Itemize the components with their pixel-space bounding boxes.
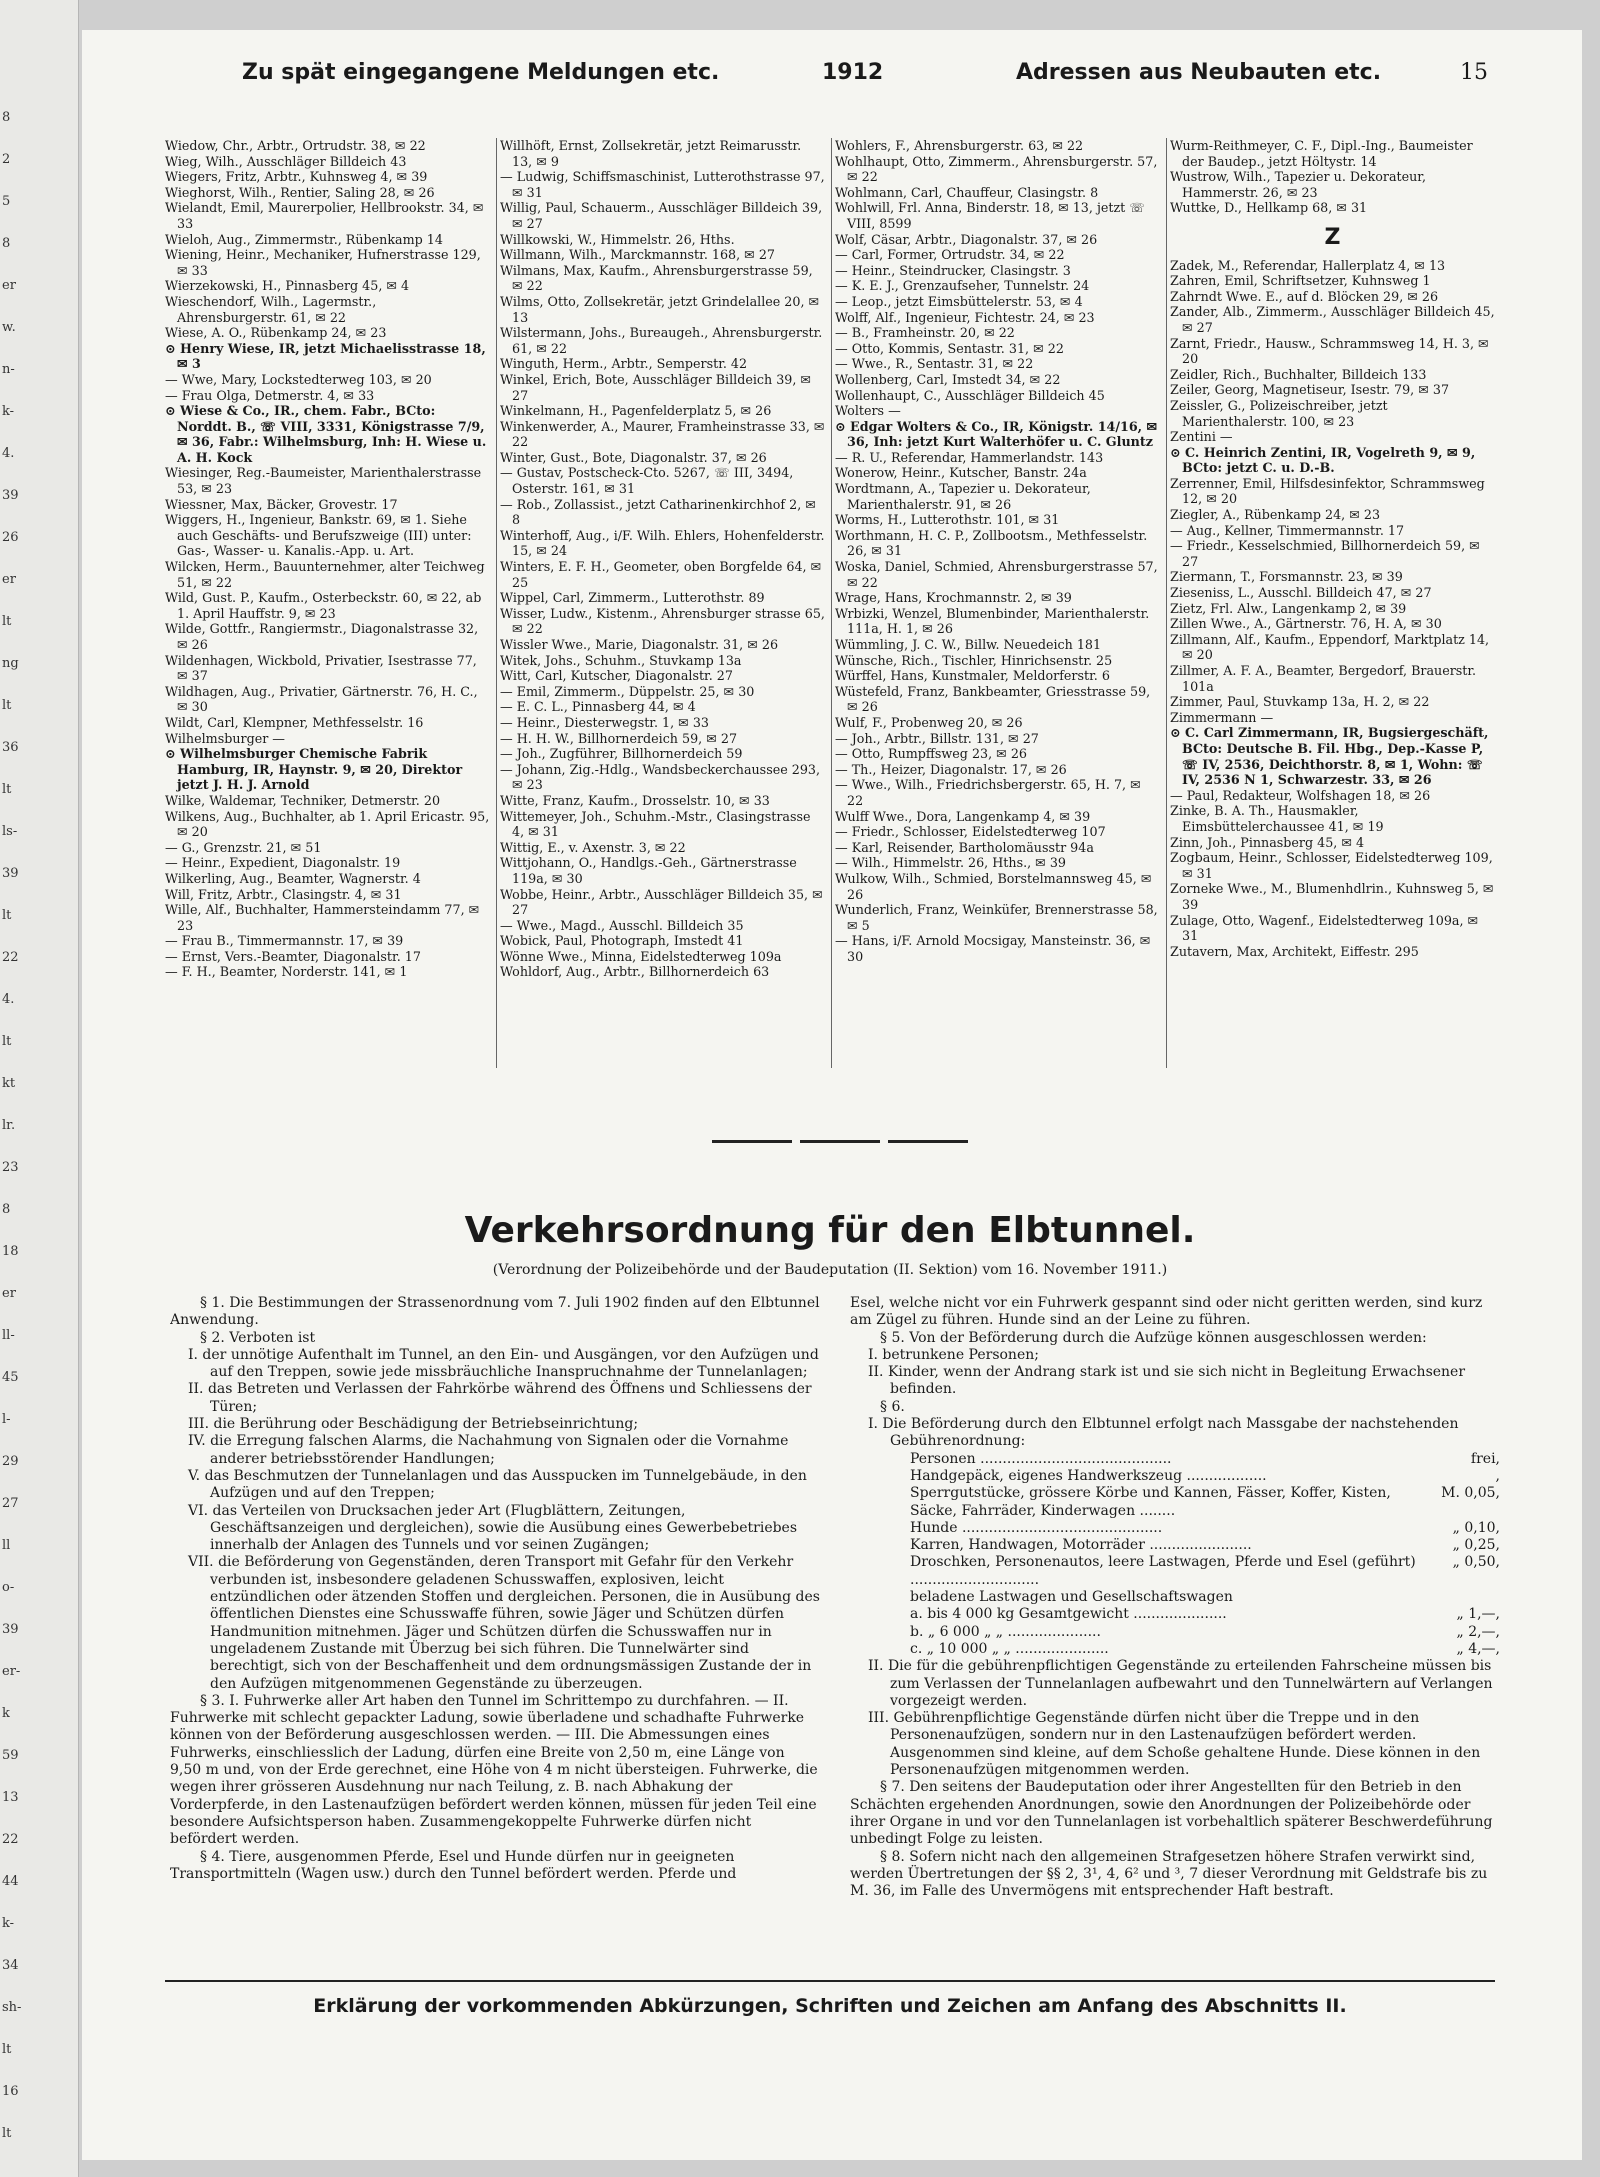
directory-entry: Zulage, Otto, Wagenf., Eidelstedterweg 109a, ✉ 31 bbox=[1170, 912, 1479, 944]
directory-entry: — Joh., Arbtr., Billstr. 131, ✉ 27 bbox=[835, 730, 1039, 746]
ordinance-paragraph: § 8. Sofern nicht nach den allgemeinen Strafgesetzen höhere Strafen verwirkt sind, werden Übertretungen der §§ 2, 3¹, 4, 6² und ³, 7 dieser Verordnung mit Geldstrafe bis zu M. 36, im Falle des Unvermögens mit entsprechender Haft bestraft. bbox=[850, 1848, 1488, 1900]
directory-entry: — Friedr., Schlosser, Eidelstedterweg 107 bbox=[835, 824, 1106, 840]
directory-entry: Wohlhaupt, Otto, Zimmerm., Ahrensburgerstr. 57, ✉ 22 bbox=[835, 153, 1158, 185]
ordinance-right-column bbox=[850, 1295, 1500, 1955]
fee-item: Droschken, Personenautos, leere Lastwagen, Pferde und Esel (geführt) ............................. bbox=[910, 1554, 1416, 1588]
directory-entry: — Emil, Zimmerm., Düppelstr. 25, ✉ 30 bbox=[500, 683, 755, 699]
adjacent-page-fragment: 23 bbox=[2, 1160, 19, 1175]
letter-heading: Z bbox=[1324, 224, 1341, 250]
ordinance-title: Verkehrsordnung für den Elbtunnel. bbox=[464, 1210, 1196, 1251]
directory-entry: Wohlers, F., Ahrensburgerstr. 63, ✉ 22 bbox=[835, 138, 1084, 153]
directory-entry: Zogbaum, Heinr., Schlosser, Eidelstedterweg 109, ✉ 31 bbox=[1170, 850, 1493, 881]
directory-entry: — Karl, Reisender, Bartholomäusstr 94a bbox=[835, 839, 1094, 855]
ordinance-paragraph: I. der unnötige Aufenthalt im Tunnel, an den Ein- und Ausgängen, vor den Aufzügen und auf den Treppen, sowie jede missbräuchliche Inanspruchnahme der Tunnelanlagen; bbox=[188, 1346, 819, 1381]
directory-entry: Zadek, M., Referendar, Hallerplatz 4, ✉ 13 bbox=[1170, 257, 1446, 273]
directory-column-1 bbox=[165, 138, 490, 1073]
directory-entry: ⊙ C. Carl Zimmermann, IR, Bugsiergeschäft, BCto: Deutsche B. Fil. Hbg., Dep.-Kasse P, ☏ IV, 2536, Deichthorstr. 8, ✉ 1, Wohn: ☏ IV, 2536 N 1, Schwarzestr. 33, ✉ 26 bbox=[1170, 725, 1489, 788]
directory-entry: Winters, E. F. H., Geometer, oben Borgfelde 64, ✉ 25 bbox=[500, 559, 822, 590]
adjacent-page-fragment: 5 bbox=[2, 194, 11, 209]
directory-entry: Wolters — bbox=[835, 403, 901, 419]
directory-entry: Willig, Paul, Schauerm., Ausschläger Billdeich 39, ✉ 27 bbox=[500, 200, 823, 231]
fee-row bbox=[850, 1485, 1500, 1520]
fee-row bbox=[850, 1554, 1500, 1589]
fee-amount: „ 0,25, bbox=[1452, 1537, 1500, 1554]
ordinance-paragraph: IV. die Erregung falschen Alarms, die Nachahmung von Signalen oder die Vornahme anderer betriebsstörender Handlungen; bbox=[188, 1433, 789, 1467]
adjacent-page-fragment: ng bbox=[2, 656, 19, 671]
footer-rule bbox=[165, 1980, 1495, 1982]
ordinance-paragraph: V. das Beschmutzen der Tunnelanlagen und das Ausspucken im Tunnelgebäude, in den Aufzügen und auf den Treppen; bbox=[188, 1467, 807, 1502]
directory-entry: — Paul, Redakteur, Wolfshagen 18, ✉ 26 bbox=[1170, 787, 1431, 803]
adjacent-page-fragment: er bbox=[2, 1286, 16, 1301]
directory-entry: Zeidler, Rich., Buchhalter, Billdeich 133 bbox=[1170, 366, 1427, 382]
adjacent-page-fragment: 39 bbox=[2, 1622, 19, 1637]
directory-entry: Witte, Franz, Kaufm., Drosselstr. 10, ✉ 33 bbox=[500, 792, 770, 808]
fee-item: a. bis 4 000 kg Gesamtgewicht ..................... bbox=[910, 1606, 1227, 1623]
directory-entry: — Johann, Zig.-Hdlg., Wandsbeckerchaussee 293, ✉ 23 bbox=[500, 761, 821, 793]
adjacent-page-fragment: 39 bbox=[2, 488, 19, 503]
directory-entry: Ziermann, T., Forsmannstr. 23, ✉ 39 bbox=[1170, 569, 1403, 585]
adjacent-page-fragment: ll bbox=[2, 1538, 11, 1553]
adjacent-page-strip bbox=[0, 0, 79, 2177]
directory-entry: Winkenwerder, A., Maurer, Framheinstrasse 33, ✉ 22 bbox=[500, 418, 825, 450]
fee-row bbox=[850, 1520, 1500, 1537]
directory-entry: Wohlmann, Carl, Chauffeur, Clasingstr. 8 bbox=[835, 184, 1099, 200]
ordinance-paragraph: III. die Berührung oder Beschädigung der Betriebseinrichtung; bbox=[188, 1416, 639, 1433]
directory-entry: Winkelmann, H., Pagenfelderplatz 5, ✉ 26 bbox=[500, 403, 772, 419]
directory-entry: — Wwe., Magd., Ausschl. Billdeich 35 bbox=[500, 917, 744, 933]
running-header bbox=[160, 52, 1500, 92]
ordinance-paragraph: II. Die für die gebührenpflichtigen Gegenstände zu erteilenden Fahrscheine müssen bis zum Verlassen der Tunnelanlagen aufbewahrt und den Tunnelwärtern auf Verlangen vorgezeigt werden. bbox=[868, 1658, 1493, 1709]
adjacent-page-fragment: k- bbox=[2, 404, 15, 419]
directory-entry: Wohldorf, Aug., Arbtr., Billhornerdeich 63 bbox=[500, 964, 770, 980]
adjacent-page-fragment: 8 bbox=[2, 236, 11, 251]
directory-entry: — Otto, Rumpffsweg 23, ✉ 26 bbox=[835, 746, 1027, 762]
directory-entry: Wobbe, Heinr., Arbtr., Ausschläger Billdeich 35, ✉ 27 bbox=[500, 886, 823, 918]
directory-entry: — Rob., Zollassist., jetzt Catharinenkirchhof 2, ✉ 8 bbox=[500, 496, 816, 528]
ordinance-paragraph: § 7. Den seitens der Baudeputation oder ihrer Angestellten für den Betrieb in den Schächten ergehenden Anordnungen, sowie den Anordnungen der Polizeibehörde oder ihrer Organe in und vor den Tunnelanlagen ist vorbehaltlich späterer Beschwerdeführung unbedingt Folge zu leisten. bbox=[850, 1779, 1493, 1848]
fee-row bbox=[850, 1451, 1500, 1468]
directory-entry: Zander, Alb., Zimmerm., Ausschläger Billdeich 45, ✉ 27 bbox=[1170, 304, 1495, 335]
directory-entry: — Frau Olga, Detmerstr. 4, ✉ 33 bbox=[165, 387, 375, 403]
adjacent-page-fragment: 45 bbox=[2, 1370, 19, 1385]
fee-item: Sperrgutstücke, grössere Körbe und Kannen, Fässer, Koffer, Kisten, Säcke, Fahrräder, Kinderwagen ........ bbox=[910, 1485, 1391, 1519]
footer-note: Erklärung der vorkommenden Abkürzungen, Schriften und Zeichen am Anfang des Abschnitts II. bbox=[313, 1995, 1347, 2017]
fee-item: beladene Lastwagen und Gesellschaftswagen bbox=[910, 1589, 1233, 1606]
directory-entry: Zimmer, Paul, Stuvkamp 13a, H. 2, ✉ 22 bbox=[1170, 694, 1430, 710]
adjacent-page-fragment: ls- bbox=[2, 824, 18, 839]
fee-amount: „ 1,—, bbox=[1456, 1606, 1500, 1623]
adjacent-page-fragment: lt bbox=[2, 1034, 12, 1049]
header-year: 1912 bbox=[822, 60, 884, 85]
directory-entry: Wilkerling, Aug., Beamter, Wagnerstr. 4 bbox=[165, 870, 421, 886]
directory-entry: Wielandt, Emil, Maurerpolier, Hellbrookstr. 34, ✉ 33 bbox=[165, 200, 484, 231]
adjacent-page-fragment: lt bbox=[2, 908, 12, 923]
directory-entry: — Wwe, Mary, Lockstedterweg 103, ✉ 20 bbox=[165, 371, 432, 387]
adjacent-page-fragment: n- bbox=[2, 362, 15, 377]
directory-entry: Wrbizki, Wenzel, Blumenbinder, Marienthalerstr. 111a, H. 1, ✉ 26 bbox=[835, 605, 1150, 637]
adjacent-page-fragment: 59 bbox=[2, 1748, 19, 1763]
fee-amount: , bbox=[1495, 1467, 1500, 1484]
directory-entry: Wittjohann, O., Handlgs.-Geh., Gärtnerstrasse 119a, ✉ 30 bbox=[500, 855, 797, 886]
directory-entry: Wolf, Cäsar, Arbtr., Diagonalstr. 37, ✉ 26 bbox=[835, 231, 1098, 247]
column-divider bbox=[496, 138, 497, 1068]
directory-entry: Zeiler, Georg, Magnetiseur, Isestr. 79, ✉ 37 bbox=[1170, 382, 1450, 398]
adjacent-page-fragment: 8 bbox=[2, 110, 11, 125]
adjacent-page-fragment: ll- bbox=[2, 1328, 15, 1343]
directory-entry: — Wwe., R., Sentastr. 31, ✉ 22 bbox=[835, 356, 1034, 372]
ordinance-paragraph: I. Die Beförderung durch den Elbtunnel erfolgt nach Massgabe der nachstehenden Gebührenordnung: bbox=[868, 1416, 1459, 1450]
directory-entry: Winter, Gust., Bote, Diagonalstr. 37, ✉ 26 bbox=[500, 449, 767, 465]
directory-entry: Wüstefeld, Franz, Bankbeamter, Griesstrasse 59, ✉ 26 bbox=[835, 683, 1151, 715]
directory-entry: Wille, Alf., Buchhalter, Hammersteindamm 77, ✉ 23 bbox=[165, 902, 480, 933]
directory-entry: Ziegler, A., Rübenkamp 24, ✉ 23 bbox=[1170, 507, 1381, 523]
adjacent-page-fragment: 4. bbox=[2, 446, 15, 461]
adjacent-page-fragment: 29 bbox=[2, 1454, 19, 1469]
fee-row bbox=[850, 1537, 1500, 1554]
adjacent-page-fragment: er bbox=[2, 572, 16, 587]
fee-amount: frei, bbox=[1470, 1450, 1500, 1467]
adjacent-page-fragment: sh- bbox=[2, 2000, 22, 2015]
directory-entry: Wiedow, Chr., Arbtr., Ortrudstr. 38, ✉ 22 bbox=[165, 138, 426, 153]
directory-entry: ⊙ Henry Wiese, IR, jetzt Michaelisstrasse 18, ✉ 3 bbox=[165, 340, 486, 372]
directory-entry: Wildt, Carl, Klempner, Methfesselstr. 16 bbox=[165, 714, 424, 730]
directory-entry: Wiggers, H., Ingenieur, Bankstr. 69, ✉ 1. Siehe auch Geschäfts- und Berufszweige (III) unter: Gas-, Wasser- u. Kanalis.-App. u. Art. bbox=[165, 512, 472, 559]
header-right: Adressen aus Neubauten etc. bbox=[1016, 60, 1382, 85]
directory-entry: Winguth, Herm., Arbtr., Semperstr. 42 bbox=[500, 356, 748, 372]
ordinance-left-column bbox=[170, 1295, 820, 1955]
adjacent-page-fragment: w. bbox=[2, 320, 16, 335]
directory-entry: Wobick, Paul, Photograph, Imstedt 41 bbox=[500, 933, 744, 949]
ordinance-paragraph: Esel, welche nicht vor ein Fuhrwerk gespannt sind oder nicht geritten werden, sind kurz am Zügel zu führen. Hunde sind an der Leine zu führen. bbox=[850, 1295, 1483, 1329]
directory-entry: Willkowski, W., Himmelstr. 26, Hths. bbox=[500, 231, 735, 247]
directory-entry: Willhöft, Ernst, Zollsekretär, jetzt Reimarusstr. 13, ✉ 9 bbox=[500, 138, 802, 169]
directory-entry: Wollenhaupt, C., Ausschläger Billdeich 45 bbox=[835, 387, 1105, 403]
directory-entry: Wieg, Wilh., Ausschläger Billdeich 43 bbox=[165, 153, 407, 169]
header-left: Zu spät eingegangene Meldungen etc. bbox=[242, 60, 720, 85]
directory-entry: Witek, Johs., Schuhm., Stuvkamp 13a bbox=[500, 652, 742, 668]
section-rule bbox=[888, 1140, 968, 1143]
directory-entry: Zillmer, A. F. A., Beamter, Bergedorf, Brauerstr. 101a bbox=[1170, 663, 1477, 694]
directory-entry: ⊙ Edgar Wolters & Co., IR, Königstr. 14/16, ✉ 36, Inh: jetzt Kurt Walterhöfer u. C. Gluntz bbox=[835, 418, 1158, 450]
adjacent-page-fragment: 18 bbox=[2, 1244, 19, 1259]
directory-entry: — Friedr., Kesselschmied, Billhornerdeich 59, ✉ 27 bbox=[1170, 538, 1480, 569]
directory-column-3 bbox=[835, 138, 1160, 1073]
section-rule bbox=[712, 1140, 792, 1143]
directory-entry: — Th., Heizer, Diagonalstr. 17, ✉ 26 bbox=[835, 761, 1067, 777]
fee-row bbox=[850, 1641, 1500, 1658]
ordinance-paragraph: § 6. bbox=[880, 1398, 905, 1415]
directory-entry: — F. H., Beamter, Norderstr. 141, ✉ 1 bbox=[165, 964, 408, 980]
directory-entry: — Wwe., Wilh., Friedrichsbergerstr. 65, H. 7, ✉ 22 bbox=[835, 777, 1141, 808]
ordinance-paragraph: § 3. I. Fuhrwerke aller Art haben den Tunnel im Schrittempo zu durchfahren. — II. Fuhrwerke mit schlecht gepackter Ladung, sowie überladene und schadhafte Fuhrwerke können von der Beförderung ausgeschlossen werden. — III. Die Abmessungen eines Fuhrwerks, einschliesslich der Ladung, dürfen eine Breite von 2,50 m, eine Länge von 9,50 m und, von der Erde gerechnet, eine Höhe von 4 m nicht übersteigen. Fuhrwerke, die wegen ihrer grösseren Ausdehnung nur nach Teilung, z. B. nach Abhakung der Vorderpferde, in den Lastenaufzügen befördert werden können, müssen für jeden Teil eine besondere Aufsichtsperson haben. Zusammengekoppelte Fuhrwerke dürfen nicht befördert werden. bbox=[170, 1692, 818, 1848]
ordinance-paragraph: II. das Betreten und Verlassen der Fahrkörbe während des Öffnens und Schliessens der Türen; bbox=[188, 1381, 812, 1415]
adjacent-page-fragment: lt bbox=[2, 614, 12, 629]
adjacent-page-fragment: er- bbox=[2, 1664, 21, 1679]
ordinance-paragraph: § 5. Von der Beförderung durch die Aufzüge können ausgeschlossen werden: bbox=[880, 1329, 1427, 1346]
directory-entry: — Heinr., Steindrucker, Clasingstr. 3 bbox=[835, 262, 1071, 278]
directory-entry: Zillen Wwe., A., Gärtnerstr. 76, H. A, ✉ 30 bbox=[1170, 616, 1442, 632]
adjacent-page-fragment: 4. bbox=[2, 992, 15, 1007]
fee-amount: „ 0,10, bbox=[1452, 1519, 1500, 1536]
ordinance-paragraph: VI. das Verteilen von Drucksachen jeder Art (Flugblättern, Zeitungen, Geschäftsanzeigen und dergleichen), sowie die Ausübung eines Gewerbebetriebes innerhalb der Anlagen des Tunnels und vor seinen Zugängen; bbox=[188, 1502, 798, 1554]
ordinance-subtitle: (Verordnung der Polizeibehörde und der Baudeputation (II. Sektion) vom 16. November 1911.) bbox=[492, 1262, 1168, 1278]
directory-entry: — Leop., jetzt Eimsbüttelerstr. 53, ✉ 4 bbox=[835, 293, 1083, 309]
directory-entry: Wilke, Waldemar, Techniker, Detmerstr. 20 bbox=[165, 792, 441, 808]
directory-entry: — Carl, Former, Ortrudstr. 34, ✉ 22 bbox=[835, 247, 1065, 263]
ordinance-paragraph: II. Kinder, wenn der Andrang stark ist und sie sich nicht in Begleitung Erwachsener befinden. bbox=[868, 1364, 1466, 1398]
adjacent-page-fragment: 39 bbox=[2, 866, 19, 881]
fee-item: c. „ 10 000 „ „ ..................... bbox=[910, 1640, 1109, 1657]
adjacent-page-fragment: 36 bbox=[2, 740, 19, 755]
adjacent-page-fragment: 27 bbox=[2, 1496, 19, 1511]
directory-entry: Zeissler, G., Polizeischreiber, jetzt Marienthalerstr. 100, ✉ 23 bbox=[1170, 397, 1388, 429]
directory-entry: — Aug., Kellner, Timmermannstr. 17 bbox=[1170, 522, 1405, 538]
directory-entry: Wildenhagen, Wickbold, Privatier, Isestrasse 77, ✉ 37 bbox=[165, 652, 477, 684]
directory-entry: Wilcken, Herm., Bauunternehmer, alter Teichweg 51, ✉ 22 bbox=[165, 559, 485, 590]
directory-entry: — R. U., Referendar, Hammerlandstr. 143 bbox=[835, 449, 1104, 465]
directory-entry: Zentini — bbox=[1170, 429, 1233, 445]
fee-row bbox=[850, 1589, 1500, 1606]
directory-entry: Zutavern, Max, Architekt, Eiffestr. 295 bbox=[1170, 943, 1419, 959]
directory-entry: — Hans, i/F. Arnold Mocsigay, Mansteinstr. 36, ✉ 30 bbox=[835, 933, 1151, 964]
fee-item: b. „ 6 000 „ „ ..................... bbox=[910, 1623, 1101, 1640]
fee-item: Personen ........................................... bbox=[910, 1450, 1172, 1467]
directory-entry: Zillmann, Alf., Kaufm., Eppendorf, Marktplatz 14, ✉ 20 bbox=[1170, 631, 1490, 663]
directory-entry: Woska, Daniel, Schmied, Ahrensburgerstrasse 57, ✉ 22 bbox=[835, 559, 1158, 590]
directory-entry: — Heinr., Expedient, Diagonalstr. 19 bbox=[165, 855, 401, 871]
directory-entry: Wierzekowski, H., Pinnasberg 45, ✉ 4 bbox=[165, 278, 410, 294]
directory-entry: Zinn, Joh., Pinnasberg 45, ✉ 4 bbox=[1170, 834, 1365, 850]
ordinance-paragraph: III. Gebührenpflichtige Gegenstände dürfen nicht über die Treppe und in den Personenaufzügen, sondern nur in den Lastenaufzügen befördert werden. Ausgenommen sind kleine, auf dem Schoße gehaltene Hunde. Diese können in den Personenaufzügen mitgenommen werden. bbox=[868, 1710, 1481, 1779]
directory-entry: Zarnt, Friedr., Hausw., Schrammsweg 14, H. 3, ✉ 20 bbox=[1170, 335, 1489, 367]
directory-entry: Wuttke, D., Hellkamp 68, ✉ 31 bbox=[1170, 200, 1368, 216]
adjacent-page-fragment: o- bbox=[2, 1580, 15, 1595]
directory-entry: Wrage, Hans, Krochmannstr. 2, ✉ 39 bbox=[835, 590, 1072, 606]
directory-entry: — Joh., Zugführer, Billhornerdeich 59 bbox=[500, 746, 743, 762]
directory-entry: Wieloh, Aug., Zimmermstr., Rübenkamp 14 bbox=[165, 231, 443, 247]
fee-item: Karren, Handwagen, Motorräder ....................... bbox=[910, 1537, 1252, 1554]
directory-entry: Wiesinger, Reg.-Baumeister, Marienthalerstrasse 53, ✉ 23 bbox=[165, 465, 482, 497]
adjacent-page-fragment: 44 bbox=[2, 1874, 19, 1889]
directory-entry: Wulff Wwe., Dora, Langenkamp 4, ✉ 39 bbox=[835, 808, 1091, 824]
fee-amount: „ 0,50, bbox=[1452, 1554, 1500, 1571]
directory-entry: Zietz, Frl. Alw., Langenkamp 2, ✉ 39 bbox=[1170, 600, 1407, 616]
directory-entry: Winterhoff, Aug., i/F. Wilh. Ehlers, Hohenfelderstr. 15, ✉ 24 bbox=[500, 527, 825, 559]
directory-entry: — Frau B., Timmermannstr. 17, ✉ 39 bbox=[165, 933, 404, 949]
adjacent-page-fragment: 26 bbox=[2, 530, 19, 545]
directory-entry: ⊙ C. Heinrich Zentini, IR, Vogelreth 9, ✉ 9, BCto: jetzt C. u. D.-B. bbox=[1170, 444, 1476, 476]
directory-entry: Wilkens, Aug., Buchhalter, ab 1. April Ericastr. 95, ✉ 20 bbox=[165, 808, 490, 840]
ordinance-paragraph: § 4. Tiere, ausgenommen Pferde, Esel und Hunde dürfen nur in geeigneten Transportmitteln (Wagen usw.) durch den Tunnel befördert werden. Pferde und bbox=[170, 1848, 737, 1882]
adjacent-page-fragment: 22 bbox=[2, 950, 19, 965]
directory-entry: Wulkow, Wilh., Schmied, Borstelmannsweg 45, ✉ 26 bbox=[835, 870, 1152, 902]
directory-entry: Winkel, Erich, Bote, Ausschläger Billdeich 39, ✉ 27 bbox=[500, 371, 812, 403]
directory-entry: — G., Grenzstr. 21, ✉ 51 bbox=[165, 839, 322, 855]
directory-entry: Witt, Carl, Kutscher, Diagonalstr. 27 bbox=[500, 668, 733, 684]
fee-row bbox=[850, 1468, 1500, 1485]
directory-entry: Wönne Wwe., Minna, Eidelstedterweg 109a bbox=[500, 948, 782, 964]
directory-entry: — Ludwig, Schiffsmaschinist, Lutterothstrasse 97, ✉ 31 bbox=[500, 169, 825, 200]
adjacent-page-fragment: 34 bbox=[2, 1958, 19, 1973]
directory-entry: Wonerow, Heinr., Kutscher, Banstr. 24a bbox=[835, 465, 1087, 481]
directory-entry: Wittemeyer, Joh., Schuhm.-Mstr., Clasingstrasse 4, ✉ 31 bbox=[500, 808, 811, 840]
adjacent-page-fragment: lt bbox=[2, 782, 12, 797]
column-divider bbox=[1166, 138, 1167, 1068]
directory-entry: Zieseniss, L., Ausschl. Billdeich 47, ✉ 27 bbox=[1170, 585, 1432, 601]
directory-entry: — Otto, Kommis, Sentastr. 31, ✉ 22 bbox=[835, 340, 1064, 356]
directory-entry: — H. H. W., Billhornerdeich 59, ✉ 27 bbox=[500, 730, 738, 746]
directory-entry: — Heinr., Diesterwegstr. 1, ✉ 33 bbox=[500, 714, 709, 730]
directory-entry: Wittig, E., v. Axenstr. 3, ✉ 22 bbox=[500, 839, 686, 855]
directory-entry: Wiegers, Fritz, Arbtr., Kuhnsweg 4, ✉ 39 bbox=[165, 169, 428, 185]
adjacent-page-fragment: lt bbox=[2, 2042, 12, 2057]
page-number: 15 bbox=[1460, 60, 1488, 85]
adjacent-page-fragment: 8 bbox=[2, 1202, 11, 1217]
adjacent-page-fragment: er bbox=[2, 278, 16, 293]
fee-amount: M. 0,05, bbox=[1441, 1485, 1500, 1502]
directory-entry: Zahrndt Wwe. E., auf d. Blöcken 29, ✉ 26 bbox=[1170, 288, 1439, 304]
directory-column-2 bbox=[500, 138, 825, 1073]
directory-entry: Wollenberg, Carl, Imstedt 34, ✉ 22 bbox=[835, 371, 1061, 387]
directory-entry: Worthmann, H. C. P., Zollbootsm., Methfesselstr. 26, ✉ 31 bbox=[835, 527, 1148, 559]
adjacent-page-fragment: k bbox=[2, 1706, 10, 1721]
directory-entry: Wippel, Carl, Zimmerm., Lutterothstr. 89 bbox=[500, 590, 765, 606]
directory-entry: Zerrenner, Emil, Hilfsdesinfektor, Schrammsweg 12, ✉ 20 bbox=[1170, 475, 1485, 507]
directory-entry: Wustrow, Wilh., Tapezier u. Dekorateur, Hammerstr. 26, ✉ 23 bbox=[1170, 169, 1427, 200]
directory-entry: Wünsche, Rich., Tischler, Hinrichsenstr. 25 bbox=[835, 652, 1113, 668]
adjacent-page-fragment: 2 bbox=[2, 152, 11, 167]
fee-amount: „ 2,—, bbox=[1456, 1623, 1500, 1640]
directory-entry: Wisser, Ludw., Kistenm., Ahrensburger strasse 65, ✉ 22 bbox=[500, 605, 825, 637]
directory-entry: Wilmans, Max, Kaufm., Ahrensburgerstrasse 59, ✉ 22 bbox=[500, 262, 813, 294]
directory-entry: Wurm-Reithmeyer, C. F., Dipl.-Ing., Baumeister der Baudep., jetzt Höltystr. 14 bbox=[1170, 138, 1473, 169]
ordinance-paragraph: I. betrunkene Personen; bbox=[868, 1346, 1039, 1363]
directory-entry: Willmann, Wilh., Marckmannstr. 168, ✉ 27 bbox=[500, 247, 775, 263]
directory-entry: Zinke, B. A. Th., Hausmakler, Eimsbüttelerchaussee 41, ✉ 19 bbox=[1170, 803, 1384, 834]
directory-entry: — Gustav, Postscheck-Cto. 5267, ☏ III, 3494, Osterstr. 161, ✉ 31 bbox=[500, 465, 794, 497]
directory-entry: Zimmermann — bbox=[1170, 709, 1274, 725]
fee-amount: „ 4,—, bbox=[1456, 1640, 1500, 1657]
directory-entry: Wolff, Alf., Ingenieur, Fichtestr. 24, ✉ 23 bbox=[835, 309, 1095, 325]
directory-entry: — Ernst, Vers.-Beamter, Diagonalstr. 17 bbox=[165, 948, 421, 964]
fee-row bbox=[850, 1606, 1500, 1623]
directory-entry: Will, Fritz, Arbtr., Clasingstr. 4, ✉ 31 bbox=[165, 886, 402, 902]
directory-column-4 bbox=[1170, 138, 1495, 1073]
adjacent-page-fragment: 22 bbox=[2, 1832, 19, 1847]
directory-entry: Wordtmann, A., Tapezier u. Dekorateur, Marienthalerstr. 91, ✉ 26 bbox=[835, 481, 1091, 512]
ordinance-paragraph: § 1. Die Bestimmungen der Strassenordnung vom 7. Juli 1902 finden auf den Elbtunnel Anwendung. bbox=[170, 1295, 820, 1329]
adjacent-page-fragment: 16 bbox=[2, 2084, 19, 2099]
directory-entry: Wohlwill, Frl. Anna, Binderstr. 18, ✉ 13, jetzt ☏ VIII, 8599 bbox=[835, 200, 1146, 231]
directory-entry: Wieschendorf, Wilh., Lagermstr., Ahrensburgerstr. 61, ✉ 22 bbox=[165, 293, 377, 325]
directory-entry: — K. E. J., Grenzaufseher, Tunnelstr. 24 bbox=[835, 278, 1090, 294]
adjacent-page-fragment: lr. bbox=[2, 1118, 16, 1133]
directory-entry: Würffel, Hans, Kunstmaler, Meldorferstr. 6 bbox=[835, 668, 1110, 684]
ordinance-paragraph: § 2. Verboten ist bbox=[200, 1329, 316, 1346]
directory-entry: Wilstermann, Johs., Bureaugeh., Ahrensburgerstr. 61, ✉ 22 bbox=[500, 325, 823, 356]
directory-entry: Zahren, Emil, Schriftsetzer, Kuhnsweg 1 bbox=[1170, 273, 1431, 289]
directory-columns bbox=[165, 138, 1495, 1073]
adjacent-page-fragment: kt bbox=[2, 1076, 16, 1091]
directory-entry: ⊙ Wiese & Co., IR., chem. Fabr., BCto: Norddt. B., ☏ VIII, 3331, Königstrasse 7/9, ✉ 36, Fabr.: Wilhelmsburg, Inh: H. Wiese u. A. H. Kock bbox=[165, 403, 487, 465]
directory-entry: — B., Framheinstr. 20, ✉ 22 bbox=[835, 325, 1015, 341]
adjacent-page-fragment: lt bbox=[2, 2126, 12, 2141]
column-divider bbox=[831, 138, 832, 1068]
directory-entry: Wilhelmsburger — bbox=[165, 730, 285, 746]
section-rule bbox=[800, 1140, 880, 1143]
directory-entry: Zorneke Wwe., M., Blumenhdlrin., Kuhnsweg 5, ✉ 39 bbox=[1170, 881, 1494, 912]
directory-entry: Wümmling, J. C. W., Billw. Neuedeich 181 bbox=[835, 637, 1102, 652]
directory-entry: Worms, H., Lutterothstr. 101, ✉ 31 bbox=[835, 512, 1060, 528]
directory-entry: Wulf, F., Probenweg 20, ✉ 26 bbox=[835, 714, 1023, 730]
fee-item: Handgepäck, eigenes Handwerkszeug .................. bbox=[910, 1467, 1267, 1484]
fee-item: Hunde ............................................. bbox=[910, 1519, 1163, 1536]
directory-entry: Wildhagen, Aug., Privatier, Gärtnerstr. 76, H. C., ✉ 30 bbox=[165, 683, 478, 715]
directory-entry: Wiening, Heinr., Mechaniker, Hufnerstrasse 129, ✉ 33 bbox=[165, 247, 481, 278]
adjacent-page-fragment: k- bbox=[2, 1916, 15, 1931]
directory-entry: — E. C. L., Pinnasberg 44, ✉ 4 bbox=[500, 699, 696, 715]
adjacent-page-fragment: 13 bbox=[2, 1790, 19, 1805]
directory-entry: Wissler Wwe., Marie, Diagonalstr. 31, ✉ 26 bbox=[500, 637, 779, 652]
directory-entry: Wilde, Gottfr., Rangiermstr., Diagonalstrasse 32, ✉ 26 bbox=[165, 621, 479, 652]
adjacent-page-fragment: l- bbox=[2, 1412, 11, 1427]
directory-entry: Wild, Gust. P., Kaufm., Osterbeckstr. 60, ✉ 22, ab 1. April Hauffstr. 9, ✉ 23 bbox=[165, 590, 482, 621]
fee-row bbox=[850, 1624, 1500, 1641]
directory-entry: Wilms, Otto, Zollsekretär, jetzt Grindelallee 20, ✉ 13 bbox=[500, 293, 820, 325]
directory-entry: Wieghorst, Wilh., Rentier, Saling 28, ✉ 26 bbox=[165, 184, 435, 200]
adjacent-page-fragment: lt bbox=[2, 698, 12, 713]
directory-entry: Wiese, A. O., Rübenkamp 24, ✉ 23 bbox=[165, 325, 387, 341]
directory-entry: Wunderlich, Franz, Weinküfer, Brennerstrasse 58, ✉ 5 bbox=[835, 902, 1158, 933]
directory-entry: ⊙ Wilhelmsburger Chemische Fabrik Hamburg, IR, Haynstr. 9, ✉ 20, Direktor jetzt J. H. J. Arnold bbox=[165, 746, 463, 793]
ordinance-paragraph: VII. die Beförderung von Gegenständen, deren Transport mit Gefahr für den Verkehr verbunden ist, insbesondere geladenen Schusswaffen, explosiven, leicht entzündlichen oder ätzenden Stoffen und dergleichen. Personen, die in Ausübung des öffentlichen Dienstes eine Schusswaffe führen, sowie Jäger und Schützen dürfen Handmunition mitnehmen. Jäger und Schützen dürfen die Schusswaffen nur in ungeladenem Zustande mit Überzug bei sich führen. Die Tunnelwärter sind berechtigt, sich von der Beschaffenheit und dem ordnungsmässigen Zustande der in den Aufzügen mitgenommenen Gegenstände zu überzeugen. bbox=[188, 1554, 820, 1692]
directory-entry: — Wilh., Himmelstr. 26, Hths., ✉ 39 bbox=[835, 855, 1066, 871]
directory-entry: Wiessner, Max, Bäcker, Grovestr. 17 bbox=[165, 496, 398, 512]
